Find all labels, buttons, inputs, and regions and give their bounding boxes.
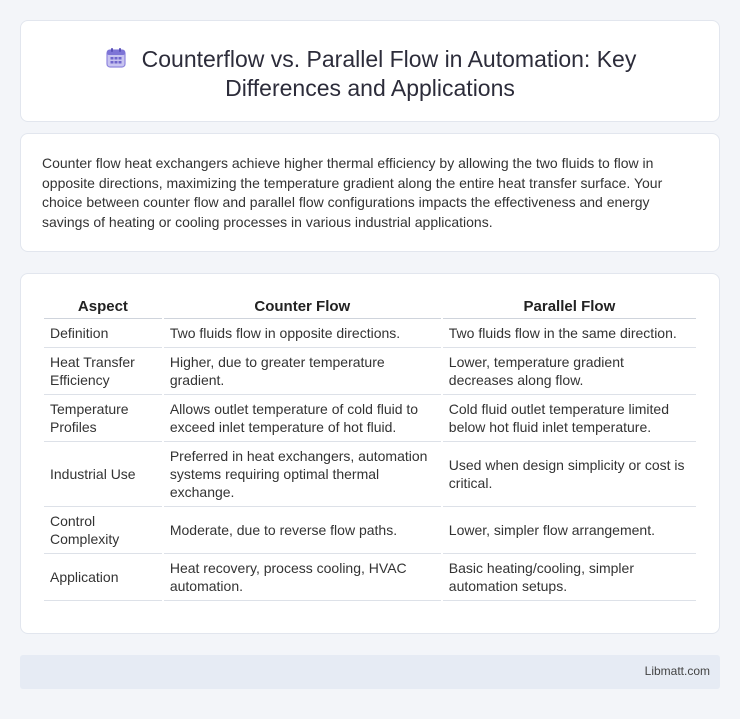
footer-brand-link[interactable]: Libmatt.com: [644, 664, 710, 678]
footer-bar: [20, 655, 720, 689]
cell-aspect: Industrial Use: [44, 442, 162, 507]
table-row: [44, 507, 696, 554]
calendar-icon: [104, 46, 128, 70]
header-aspect: Aspect: [44, 296, 162, 319]
cell-parallel-flow: Basic heating/cooling, simpler automation setups.: [443, 554, 696, 601]
table-header-row: [44, 296, 696, 319]
cell-parallel-flow: Two fluids flow in the same direction.: [443, 319, 696, 348]
comparison-card: [20, 273, 720, 634]
cell-counter-flow: Moderate, due to reverse flow paths.: [164, 507, 441, 554]
cell-parallel-flow: Lower, temperature gradient decreases along flow.: [443, 348, 696, 395]
cell-aspect: Application: [44, 554, 162, 601]
intro-card: [20, 133, 720, 252]
title-card: [20, 20, 720, 122]
intro-paragraph: Counter flow heat exchangers achieve higher thermal efficiency by allowing the two fluids to flow in opposite directions, maximizing the temperature gradient along the entire heat transfer surface. Your choice between counter flow and parallel flow configurations impacts the effectiveness and energy savings of heating or cooling processes in various industrial applications.: [42, 155, 663, 230]
cell-counter-flow: Heat recovery, process cooling, HVAC automation.: [164, 554, 441, 601]
cell-parallel-flow: Used when design simplicity or cost is critical.: [443, 442, 696, 507]
cell-counter-flow: Allows outlet temperature of cold fluid to exceed inlet temperature of hot fluid.: [164, 395, 441, 442]
cell-counter-flow: Two fluids flow in opposite directions.: [164, 319, 441, 348]
header-parallel-flow: Parallel Flow: [443, 296, 696, 319]
cell-aspect: Control Complexity: [44, 507, 162, 554]
cell-aspect: Heat Transfer Efficiency: [44, 348, 162, 395]
cell-aspect: Definition: [44, 319, 162, 348]
cell-aspect: Temperature Profiles: [44, 395, 162, 442]
table-row: [44, 319, 696, 348]
table-row: [44, 554, 696, 601]
table-row: [44, 442, 696, 507]
cell-counter-flow: Preferred in heat exchangers, automation systems requiring optimal thermal exchange.: [164, 442, 441, 507]
cell-parallel-flow: Cold fluid outlet temperature limited below hot fluid inlet temperature.: [443, 395, 696, 442]
cell-parallel-flow: Lower, simpler flow arrangement.: [443, 507, 696, 554]
header-counter-flow: Counter Flow: [164, 296, 441, 319]
page-title: Counterflow vs. Parallel Flow in Automation: Key Differences and Applications: [141, 46, 637, 101]
table-row: [44, 395, 696, 442]
cell-counter-flow: Higher, due to greater temperature gradient.: [164, 348, 441, 395]
comparison-table: [42, 296, 698, 601]
table-row: [44, 348, 696, 395]
page-title-row: [21, 45, 719, 103]
